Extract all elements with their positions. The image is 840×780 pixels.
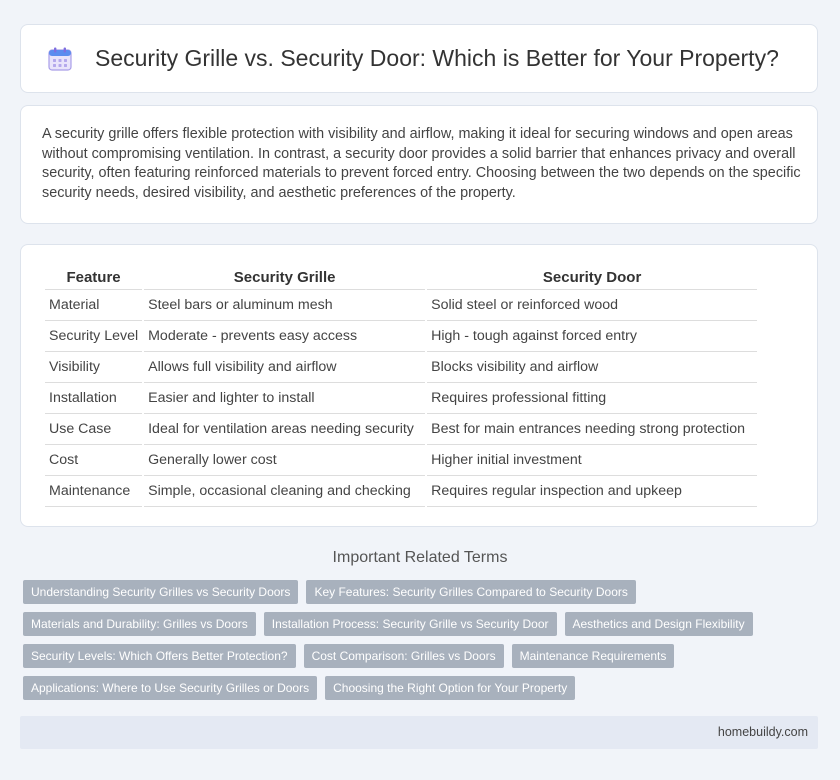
row-door: Requires regular inspection and upkeep: [427, 476, 757, 507]
related-terms-list: [23, 580, 823, 708]
row-grille: Generally lower cost: [144, 445, 425, 476]
row-grille: Allows full visibility and airflow: [144, 352, 425, 383]
comparison-table: [43, 265, 759, 507]
related-term-link[interactable]: Choosing the Right Option for Your Property: [325, 676, 575, 700]
table-row: [45, 321, 757, 352]
row-grille: Moderate - prevents easy access: [144, 321, 425, 352]
header-security-door: Security Door: [427, 265, 757, 290]
row-door: Higher initial investment: [427, 445, 757, 476]
row-door: Solid steel or reinforced wood: [427, 290, 757, 321]
tag-row: [23, 580, 823, 604]
row-feature: Use Case: [45, 414, 142, 445]
table-row: [45, 352, 757, 383]
intro-card: [20, 105, 818, 224]
related-term-link[interactable]: Key Features: Security Grilles Compared to Security Doors: [306, 580, 635, 604]
row-grille: Ideal for ventilation areas needing security: [144, 414, 425, 445]
tag-row: [23, 612, 823, 636]
row-grille: Easier and lighter to install: [144, 383, 425, 414]
table-row: [45, 290, 757, 321]
tag-row: [23, 676, 823, 700]
row-door: High - tough against forced entry: [427, 321, 757, 352]
related-term-link[interactable]: Applications: Where to Use Security Grilles or Doors: [23, 676, 317, 700]
table-header-row: [45, 265, 757, 290]
tag-row: [23, 644, 823, 668]
row-feature: Cost: [45, 445, 142, 476]
header-feature: Feature: [45, 265, 142, 290]
related-term-link[interactable]: Installation Process: Security Grille vs Security Door: [264, 612, 557, 636]
related-term-link[interactable]: Materials and Durability: Grilles vs Doors: [23, 612, 256, 636]
row-feature: Material: [45, 290, 142, 321]
row-feature: Maintenance: [45, 476, 142, 507]
row-feature: Visibility: [45, 352, 142, 383]
footer: [20, 716, 818, 749]
comparison-card: [20, 244, 818, 527]
table-row: [45, 445, 757, 476]
related-term-link[interactable]: Maintenance Requirements: [512, 644, 675, 668]
page-title: Security Grille vs. Security Door: Which is Better for Your Property?: [95, 45, 779, 71]
row-door: Best for main entrances needing strong protection: [427, 414, 757, 445]
related-term-link[interactable]: Security Levels: Which Offers Better Protection?: [23, 644, 296, 668]
table-row: [45, 414, 757, 445]
related-term-link[interactable]: Understanding Security Grilles vs Security Doors: [23, 580, 298, 604]
row-grille: Steel bars or aluminum mesh: [144, 290, 425, 321]
table-row: [45, 476, 757, 507]
related-terms-title: Important Related Terms: [332, 549, 508, 566]
header-security-grille: Security Grille: [144, 265, 425, 290]
footer-site-link[interactable]: homebuildy.com: [717, 725, 808, 739]
row-feature: Security Level: [45, 321, 142, 352]
intro-paragraph: A security grille offers flexible protection with visibility and airflow, making it ideal for securing windows and open areas without compromising ventilation. In contrast, a security door provides a solid barrier that enhances privacy and overall security, often featuring reinforced materials to prevent forced entry. Choosing between the two depends on the specific security needs, desired visibility, and aesthetic preferences of the property.: [42, 126, 801, 201]
calendar-icon: [47, 46, 73, 72]
related-term-link[interactable]: Cost Comparison: Grilles vs Doors: [304, 644, 504, 668]
row-grille: Simple, occasional cleaning and checking: [144, 476, 425, 507]
related-term-link[interactable]: Aesthetics and Design Flexibility: [565, 612, 753, 636]
row-door: Blocks visibility and airflow: [427, 352, 757, 383]
title-card: [20, 24, 818, 93]
row-door: Requires professional fitting: [427, 383, 757, 414]
row-feature: Installation: [45, 383, 142, 414]
table-row: [45, 383, 757, 414]
